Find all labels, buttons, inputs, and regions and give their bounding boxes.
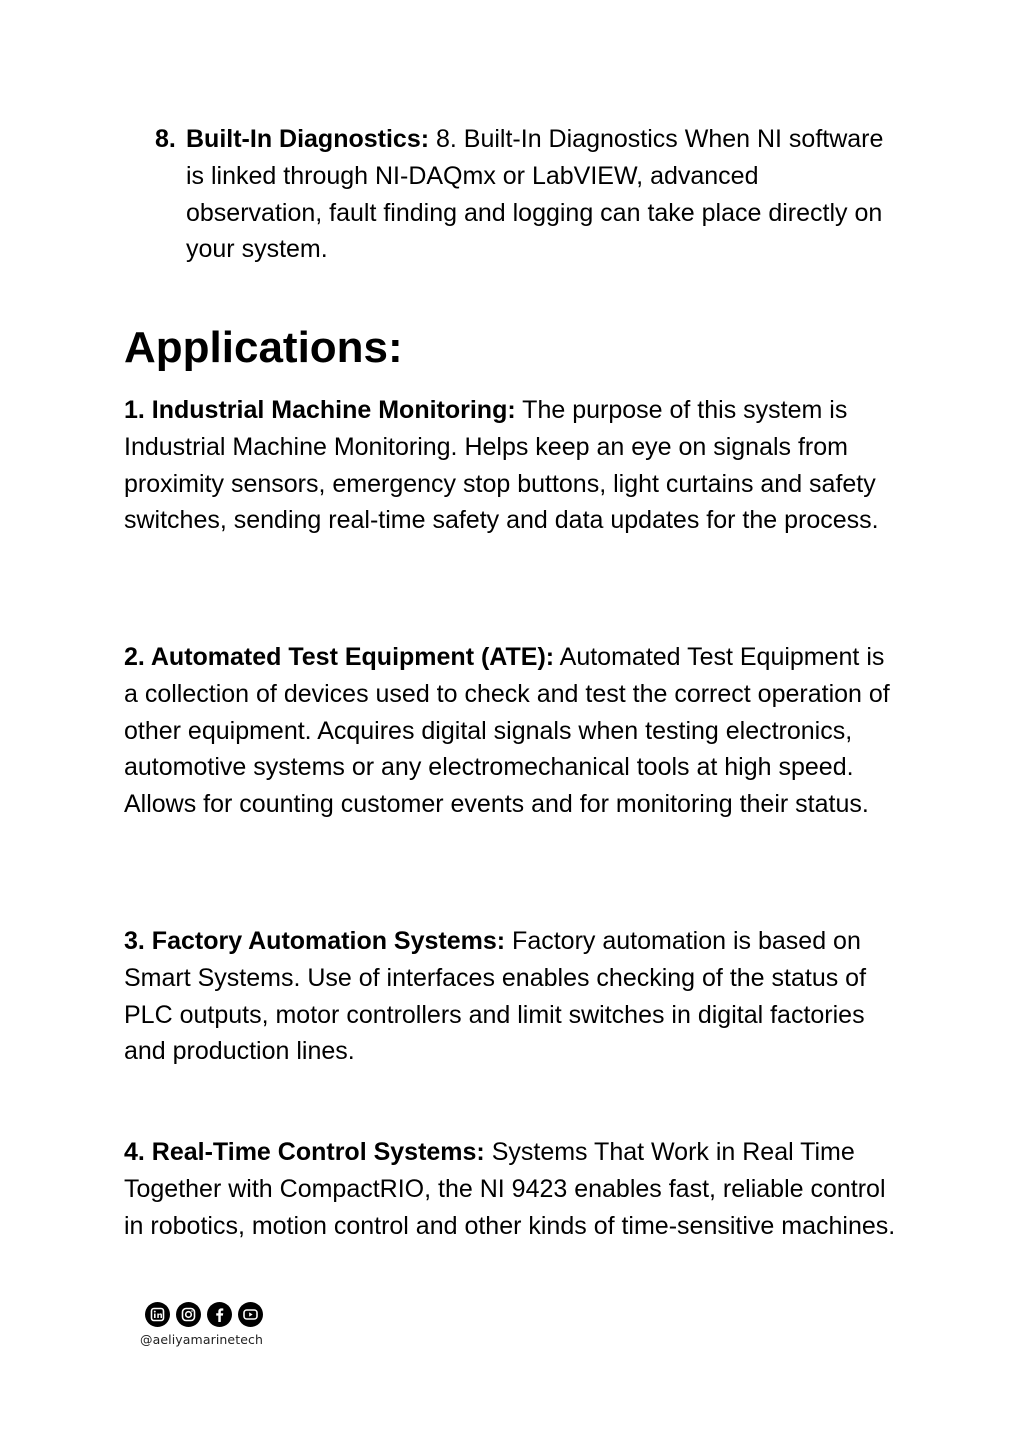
item-title: 3. Factory Automation Systems:	[124, 927, 506, 955]
item-title: Built-In Diagnostics:	[186, 125, 430, 153]
item-title: 1. Industrial Machine Monitoring:	[124, 396, 516, 424]
section-heading-applications: Applications:	[124, 323, 403, 372]
application-industrial-machine-monitoring	[124, 392, 904, 539]
list-number: 8.	[155, 125, 176, 153]
facebook-icon[interactable]	[207, 1302, 232, 1327]
item-text: The purpose of this system is Industrial Machine Monitoring. Helps keep an eye on signals from proximity sensors, emergency stop buttons, light curtains and safety switches, sending real-time safety and data updates for the process.	[124, 396, 879, 535]
application-automated-test-equipment	[124, 639, 904, 823]
youtube-icon[interactable]	[238, 1302, 263, 1327]
linkedin-icon[interactable]	[145, 1302, 170, 1327]
social-footer	[140, 1302, 280, 1347]
list-item-content	[186, 121, 885, 268]
instagram-icon[interactable]	[176, 1302, 201, 1327]
item-text: Systems That Work in Real Time Together with CompactRIO, the NI 9423 enables fast, reliable control in robotics, motion control and other kinds of time-sensitive machines.	[124, 1138, 896, 1240]
application-factory-automation-systems	[124, 923, 904, 1070]
list-item-built-in-diagnostics	[155, 121, 885, 268]
social-handle: @aeliyamarinetech	[140, 1332, 264, 1347]
item-text: Automated Test Equipment is a collection of devices used to check and test the correct operation of other equipment. Acquires digital signals when testing electronics, automotive systems or any electromechanical tools at high speed. Allows for counting customer events and for monitoring their status.	[124, 643, 890, 819]
item-text: 8. Built-In Diagnostics When NI software is linked through NI-DAQmx or LabVIEW, advanced observation, fault finding and logging can take place directly on your system.	[186, 125, 884, 264]
item-text: Factory automation is based on Smart Systems. Use of interfaces enables checking of the status of PLC outputs, motor controllers and limit switches in digital factories and production lines.	[124, 927, 867, 1066]
item-title: 4. Real-Time Control Systems:	[124, 1138, 485, 1166]
application-real-time-control-systems	[124, 1134, 904, 1244]
item-title: 2. Automated Test Equipment (ATE):	[124, 643, 555, 671]
social-icons	[145, 1302, 280, 1327]
